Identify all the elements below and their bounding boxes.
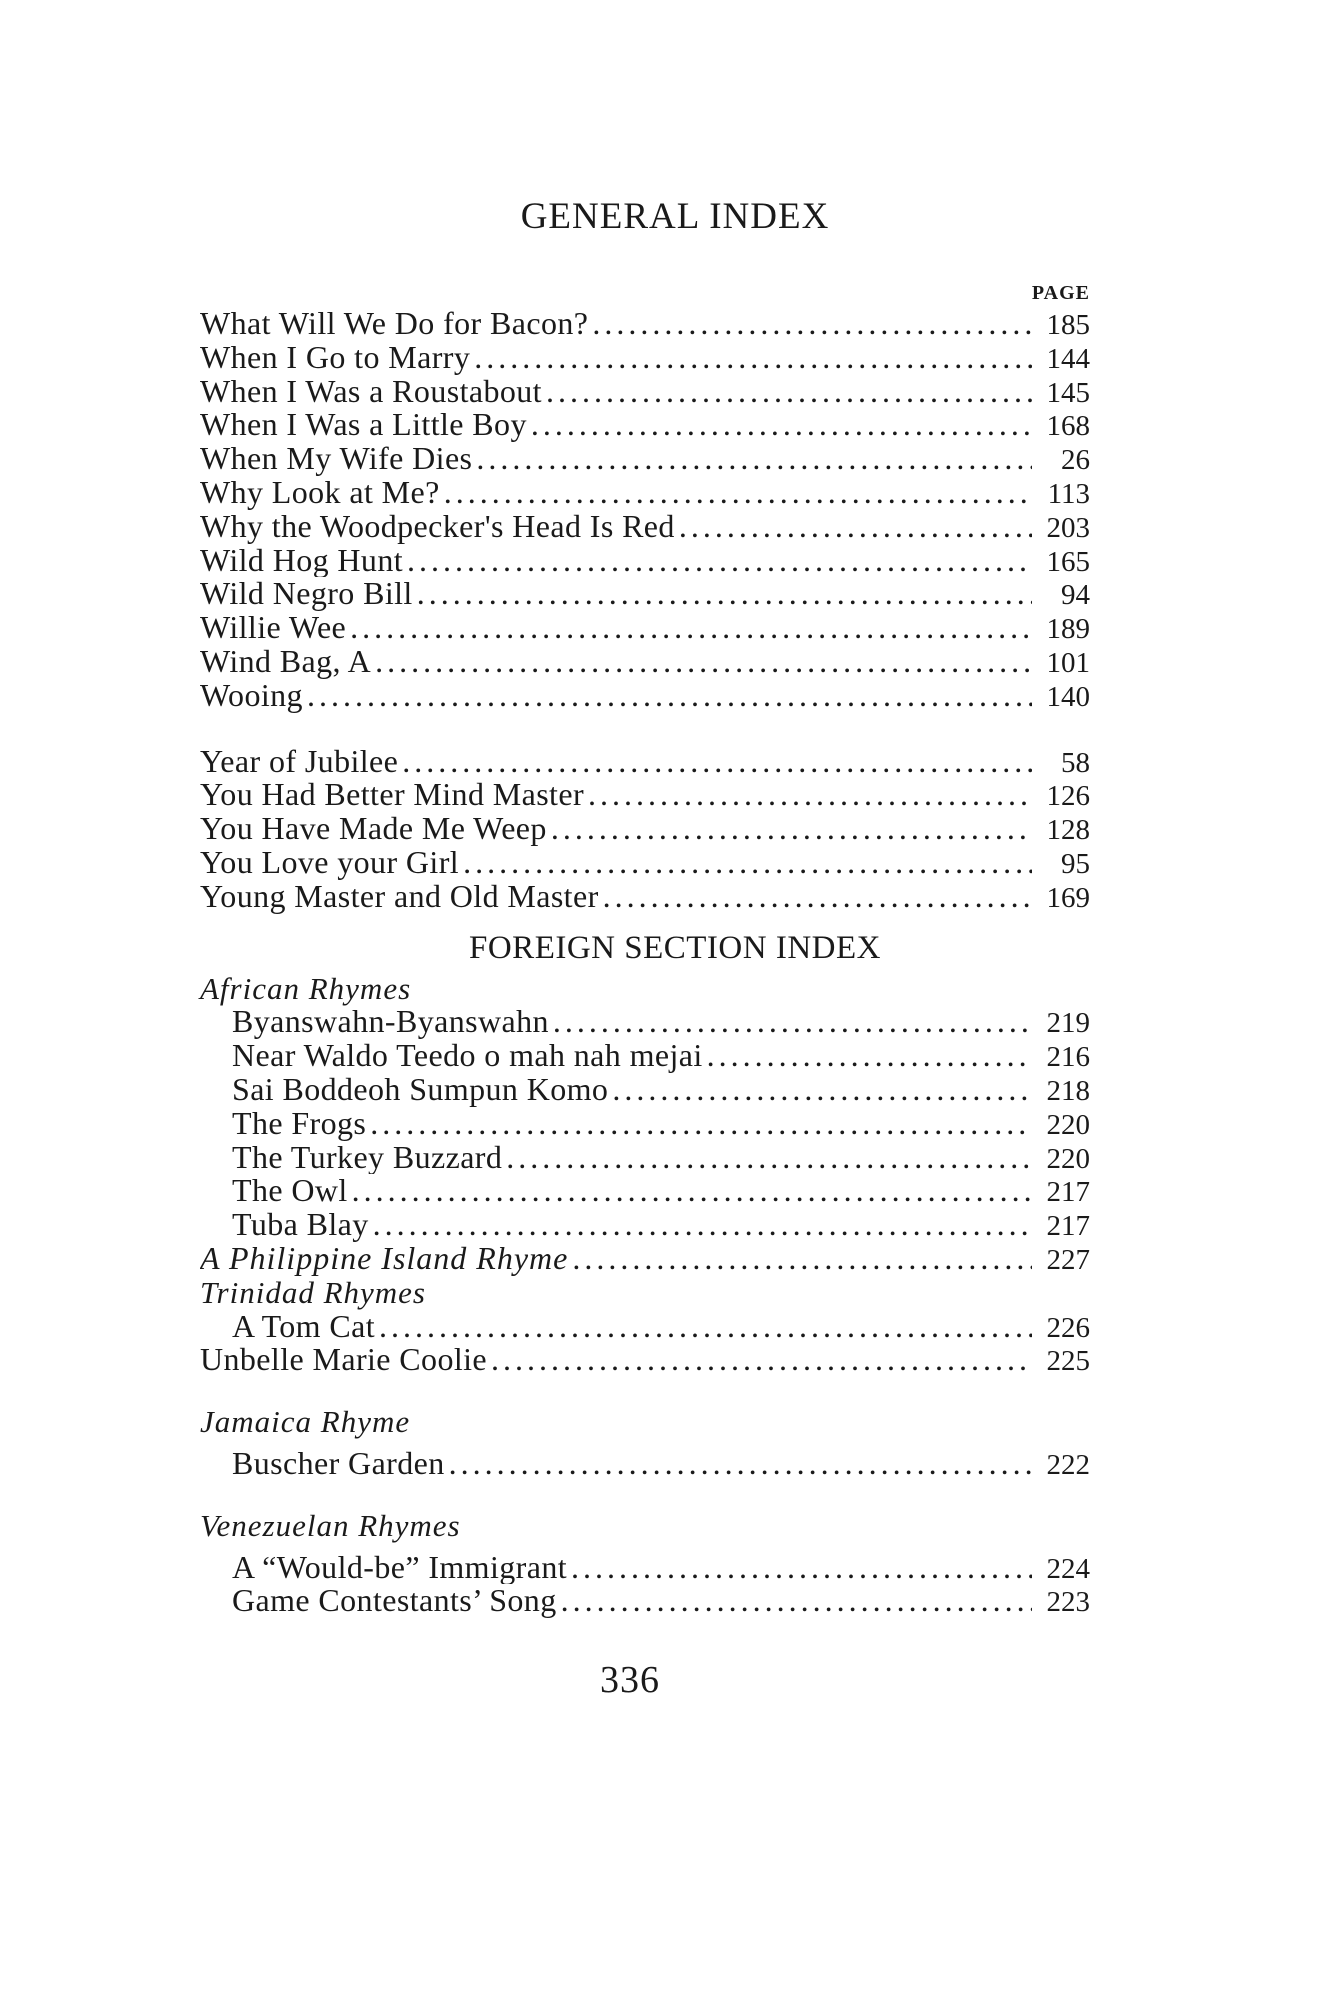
index-entry — [200, 1039, 1090, 1073]
entry-page: 144 — [1046, 342, 1090, 375]
entry-page: 220 — [1046, 1142, 1090, 1175]
index-entry — [200, 1447, 1090, 1481]
entry-page: 227 — [1046, 1243, 1090, 1276]
index-entry — [200, 846, 1090, 880]
dot-leader — [373, 1208, 1032, 1242]
entry-title: Wooing — [200, 678, 303, 713]
entry-title: Wild Negro Bill — [200, 577, 413, 612]
index-entry — [200, 1310, 1090, 1344]
entry-title: A Tom Cat — [232, 1309, 376, 1344]
dot-leader — [571, 1551, 1032, 1585]
entry-page: 128 — [1046, 814, 1090, 846]
page-number: 336 — [600, 1659, 660, 1701]
entry-page: 203 — [1046, 511, 1090, 544]
index-entry — [200, 1208, 1090, 1242]
dot-leader — [546, 375, 1032, 409]
african-rhymes-list — [200, 1005, 1090, 1242]
index-entry — [200, 1584, 1090, 1618]
entry-page: 218 — [1046, 1074, 1090, 1107]
index-entry — [200, 408, 1090, 442]
index-entry-philippine — [200, 1242, 1090, 1276]
entry-title: Byanswahn-Byanswahn — [232, 1005, 549, 1040]
entry-title: A Philippine Island Rhyme — [200, 1241, 569, 1276]
entry-page: 145 — [1046, 376, 1090, 409]
index-entry — [200, 1551, 1090, 1585]
entry-page: 223 — [1046, 1586, 1090, 1619]
index-entry — [200, 1141, 1090, 1175]
entry-page: 219 — [1046, 1007, 1090, 1040]
index-entry — [200, 778, 1090, 812]
dot-leader — [491, 1343, 1032, 1377]
dot-leader — [592, 307, 1032, 341]
dot-leader — [476, 442, 1032, 476]
dot-leader — [444, 476, 1032, 510]
index-entry — [200, 880, 1090, 914]
dot-leader — [588, 778, 1032, 812]
entry-page: 168 — [1046, 410, 1090, 443]
dot-leader — [679, 510, 1032, 544]
dot-leader — [506, 1141, 1032, 1175]
general-index-y-list — [200, 745, 1090, 914]
entry-title: Wild Hog Hunt — [200, 543, 404, 578]
index-entry — [200, 1005, 1090, 1039]
general-index-w-list — [200, 307, 1090, 713]
entry-title: Willie Wee — [200, 611, 347, 645]
entry-title: The Frogs — [232, 1106, 367, 1141]
entry-title: Young Master and Old Master — [200, 879, 599, 914]
page-column-label: PAGE — [1031, 282, 1090, 304]
entry-title: A “Would-be” Immigrant — [232, 1550, 568, 1585]
dot-leader — [707, 1039, 1032, 1073]
index-entry — [200, 1174, 1090, 1208]
trinidad-rhymes-heading: Trinidad Rhymes — [200, 1274, 426, 1310]
entry-page: 126 — [1046, 780, 1090, 813]
index-entry — [200, 1107, 1090, 1141]
entry-page: 216 — [1046, 1041, 1090, 1073]
entry-title: Near Waldo Teedo o mah nah mejai — [232, 1039, 703, 1073]
index-entry — [200, 645, 1090, 679]
dot-leader — [553, 1005, 1032, 1039]
entry-page: 95 — [1061, 847, 1090, 880]
index-entry — [200, 745, 1090, 779]
dot-leader — [603, 880, 1032, 914]
index-entry — [200, 812, 1090, 846]
general-index-title: GENERAL INDEX — [520, 196, 830, 237]
entry-page: 189 — [1046, 613, 1090, 645]
dot-leader — [531, 408, 1032, 442]
entry-title: When My Wife Dies — [200, 442, 473, 476]
entry-title: Year of Jubilee — [200, 744, 399, 779]
entry-title: Why Look at Me? — [200, 475, 440, 510]
dot-leader — [352, 1174, 1032, 1208]
entry-title: Game Contestants’ Song — [232, 1584, 557, 1619]
venezuelan-rhymes-list — [200, 1551, 1090, 1619]
entry-page: 226 — [1046, 1311, 1090, 1344]
entry-page: 113 — [1047, 477, 1090, 510]
entry-title: When I Go to Marry — [200, 340, 471, 375]
dot-leader — [561, 1584, 1032, 1618]
entry-page: 101 — [1046, 646, 1090, 679]
entry-page: 217 — [1046, 1176, 1090, 1209]
entry-title: Tuba Blay — [232, 1208, 369, 1242]
index-entry — [200, 510, 1090, 544]
entry-page: 169 — [1046, 881, 1090, 914]
index-entry — [200, 679, 1090, 713]
entry-title: You Love your Girl — [200, 845, 460, 880]
entry-title: You Have Made Me Weep — [200, 812, 547, 846]
dot-leader — [350, 611, 1032, 645]
index-entry — [200, 476, 1090, 510]
dot-leader — [407, 544, 1032, 578]
dot-leader — [572, 1242, 1032, 1276]
dot-leader — [379, 1310, 1032, 1344]
entry-title: Buscher Garden — [232, 1446, 445, 1481]
dot-leader — [370, 1107, 1032, 1141]
entry-page: 222 — [1046, 1448, 1090, 1481]
entry-title: The Turkey Buzzard — [232, 1140, 503, 1175]
entry-title: When I Was a Roustabout — [200, 374, 542, 409]
entry-title: Wind Bag, A — [200, 644, 372, 679]
dot-leader — [612, 1073, 1032, 1107]
index-entry — [200, 442, 1090, 476]
entry-title: The Owl — [232, 1174, 348, 1209]
entry-title: What Will We Do for Bacon? — [200, 307, 589, 341]
index-entry — [200, 341, 1090, 375]
entry-page: 165 — [1046, 545, 1090, 578]
dot-leader — [551, 812, 1032, 846]
dot-leader — [402, 745, 1032, 779]
jamaica-rhyme-list — [200, 1447, 1090, 1481]
entry-page: 185 — [1046, 309, 1090, 341]
foreign-index-title: FOREIGN SECTION INDEX — [469, 929, 881, 966]
dot-leader — [463, 846, 1032, 880]
jamaica-rhyme-heading: Jamaica Rhyme — [200, 1404, 411, 1440]
spacer — [200, 1481, 1090, 1509]
index-entry — [200, 611, 1090, 645]
index-entry — [200, 375, 1090, 409]
index-entry — [200, 1073, 1090, 1107]
entry-title: Unbelle Marie Coolie — [200, 1343, 488, 1378]
venezuelan-rhymes-heading: Venezuelan Rhymes — [200, 1507, 461, 1543]
index-entry — [200, 307, 1090, 341]
entry-title: Sai Boddeoh Sumpun Komo — [232, 1072, 609, 1107]
entry-page: 220 — [1046, 1108, 1090, 1141]
entry-title: You Had Better Mind Master — [200, 778, 585, 813]
dot-leader — [417, 577, 1032, 611]
index-entry — [200, 544, 1090, 578]
entry-page: 140 — [1046, 680, 1090, 713]
trinidad-rhymes-list — [200, 1310, 1090, 1344]
dot-leader — [307, 679, 1032, 713]
entry-page: 94 — [1061, 579, 1090, 612]
entry-page: 224 — [1046, 1552, 1090, 1585]
entry-page: 217 — [1046, 1210, 1090, 1242]
entry-page: 58 — [1061, 746, 1090, 779]
entry-title: Why the Woodpecker's Head Is Red — [200, 509, 675, 544]
dot-leader — [449, 1447, 1032, 1481]
spacer — [200, 1377, 1090, 1405]
index-entry — [200, 577, 1090, 611]
index-page — [200, 195, 1090, 1618]
entry-page: 26 — [1061, 444, 1090, 476]
entry-page: 225 — [1046, 1345, 1090, 1378]
index-entry-unbelle — [200, 1343, 1090, 1377]
dot-leader — [474, 341, 1032, 375]
dot-leader — [375, 645, 1032, 679]
african-rhymes-heading: African Rhymes — [200, 970, 412, 1006]
entry-title: When I Was a Little Boy — [200, 408, 527, 443]
spacer — [200, 713, 1090, 745]
